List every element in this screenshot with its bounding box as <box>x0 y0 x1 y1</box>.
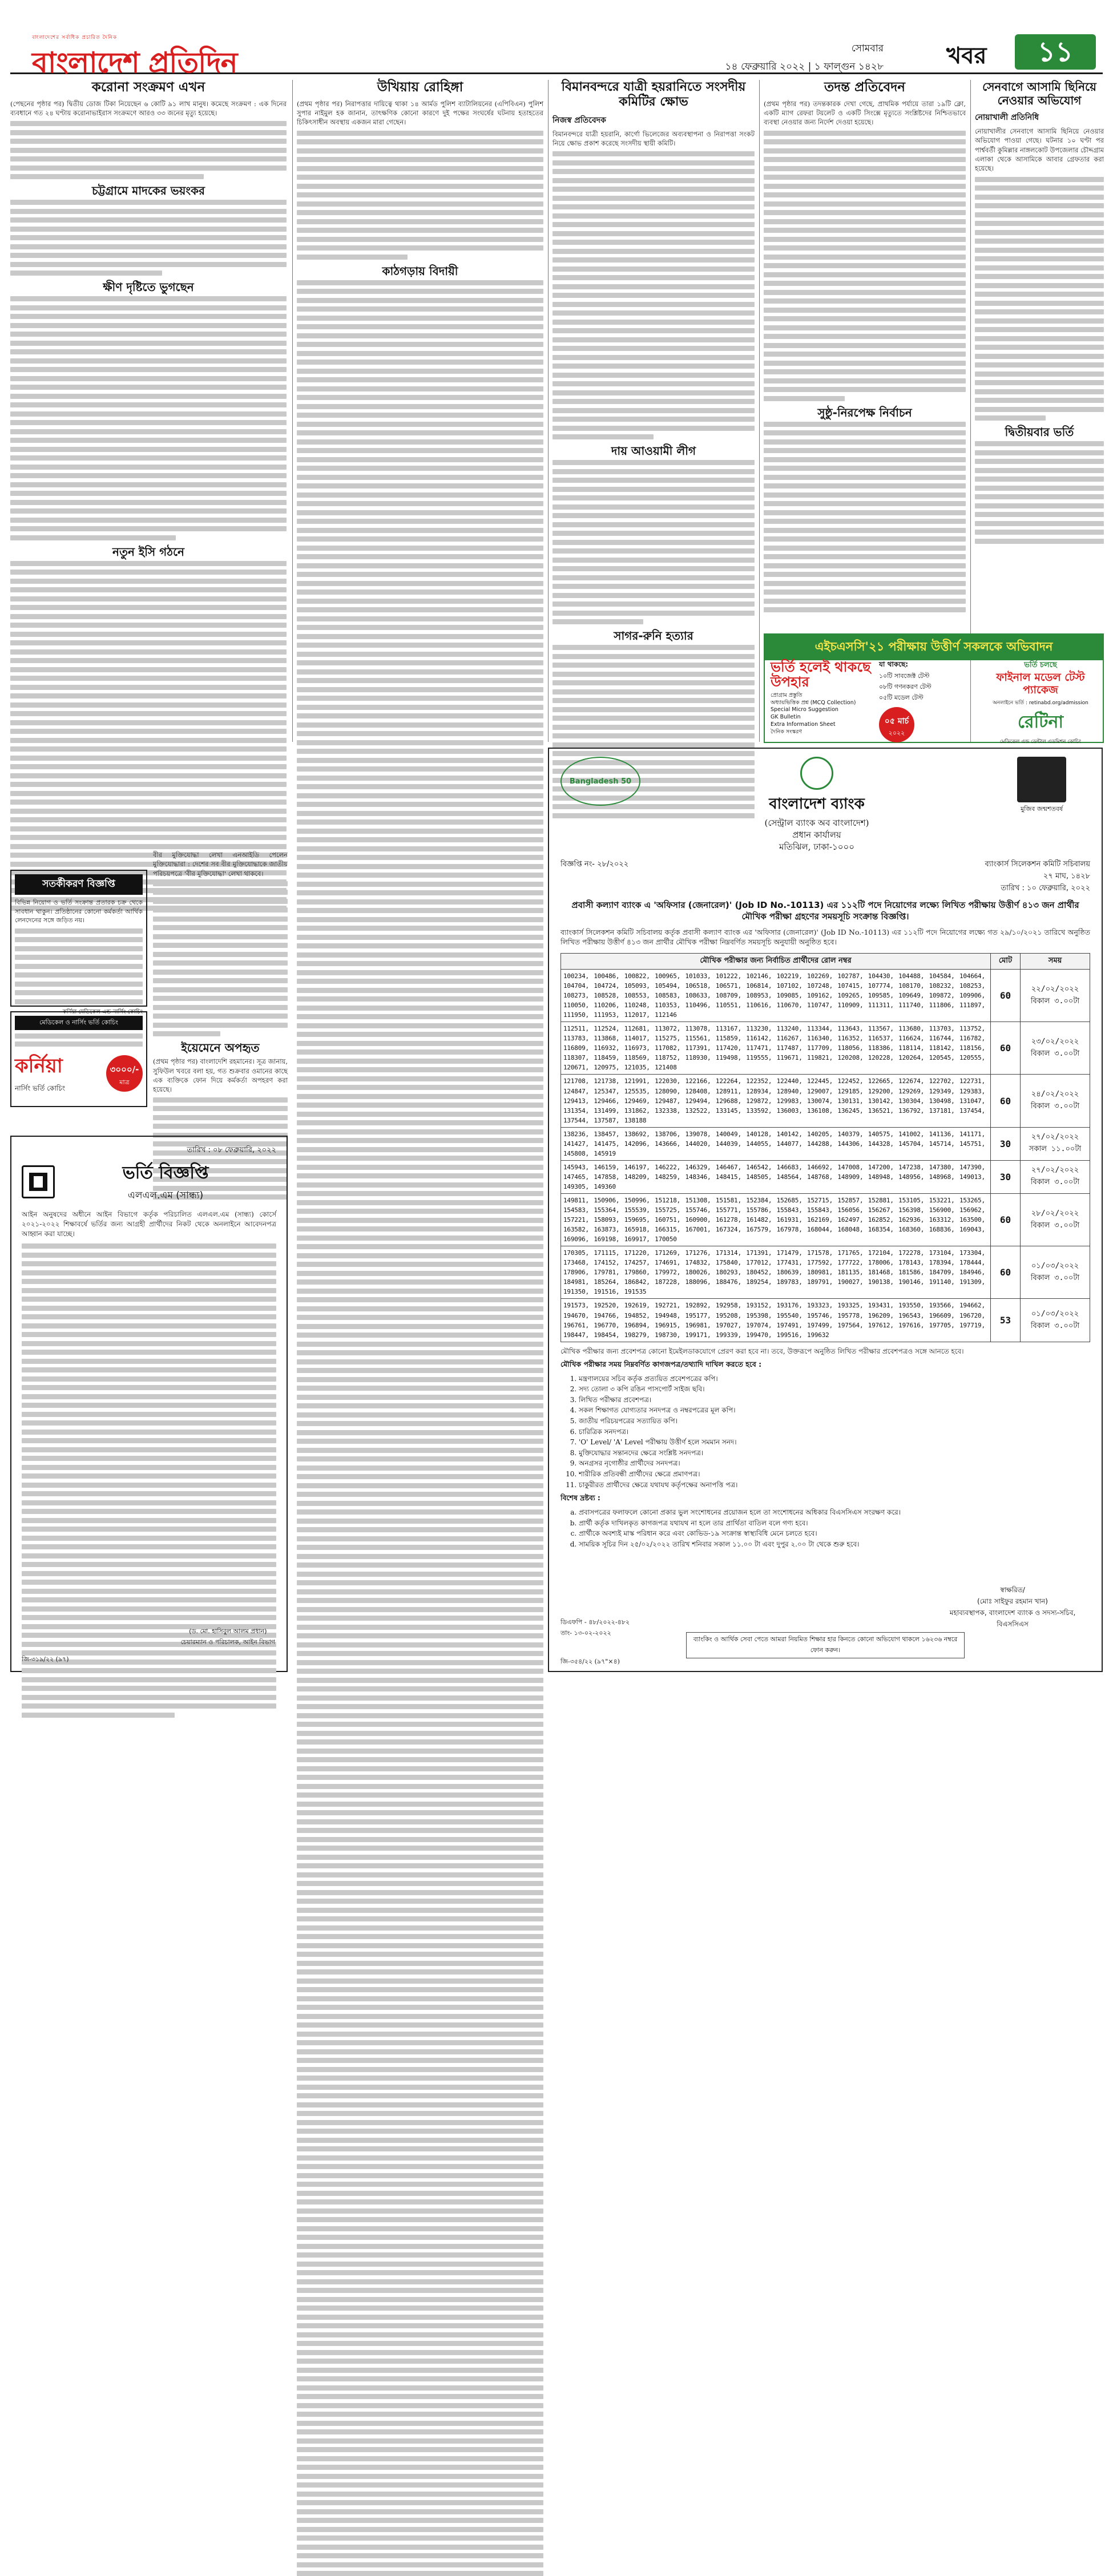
page-number: ১১ <box>1015 34 1096 70</box>
ad-signature <box>181 1626 275 1648</box>
ad-brand: রেটিনা <box>1017 712 1064 732</box>
interview-hour: বিকাল ৩.০০টা <box>1030 996 1080 1006</box>
special-title: বিশেষ দ্রষ্টব্য : <box>560 1493 600 1503</box>
hsc-retina-ad[interactable] <box>764 633 1104 743</box>
feature-item: প্রোগ্রাম প্রস্তুতি <box>771 692 803 698</box>
roll-total: 30 <box>991 1160 1021 1193</box>
subhead: দায় আওয়ামী লীগ <box>611 444 696 458</box>
column-rule <box>548 80 549 742</box>
roll-numbers: 112511, 112524, 112681, 113072, 113078, 113167, 113230, 113240, 113344, 113643, 113567, 113680, 113703, 113752, 113783, 113868, 114017, 115275, 115561, 115859, 116142, 116267, 116340, 116352, 116537, 116624, 116744, 116782, 116809, 116932, 116973, 117082, 117391, 117420, 117471, 117487, 117709, 118056, 118386, 118114, 118142, 118156, 118307, 118459, 118569, 118752, 118930, 119498, 119555, 119671, 119821, 120208, 120228, 120264, 120545, 120555, 120671, 120975, 121035, 121408 <box>561 1022 991 1075</box>
feature-item: GK Bulletin <box>771 714 801 721</box>
interview-date: ২৩/০২/২০২২ <box>1031 1037 1079 1046</box>
roll-total: 60 <box>991 1075 1021 1127</box>
feature-item: Special Micro Suggestion <box>771 706 838 713</box>
roll-table <box>560 953 1090 1342</box>
interview-time <box>1021 970 1090 1022</box>
subhead: সাগর-রুনি হত্যার <box>614 629 693 643</box>
test-title: ফাইনাল মডেল টেস্ট প্যাকেজ <box>996 671 1085 696</box>
roll-total: 60 <box>991 1022 1021 1075</box>
article-body <box>297 280 543 2576</box>
mujib-tagline: মুজিব জন্মশতবর্ষ <box>1021 805 1063 813</box>
roll-numbers: 170305, 171115, 171220, 171269, 171276, 171314, 171391, 171479, 171578, 171765, 172104, 172278, 173104, 173304, 173468, 174152, 174257, 174691, 174832, 175840, 177012, 177431, 177592, 177722, 178006, 178143, 178394, 178444, 178906, 179781, 179860, 179972, 180026, 180293, 180452, 180639, 180981, 181135, 181468, 181586, 184709, 184946, 184981, 185264, 186842, 187228, 188096, 188476, 189254, 189783, 189791, 190027, 190138, 190146, 191140, 191309, 191350, 191516, 191535 <box>561 1246 991 1299</box>
dateline <box>632 41 884 75</box>
ad-body <box>15 928 143 1004</box>
article-probe <box>764 80 966 628</box>
bank-seal-icon <box>800 757 833 790</box>
signatory-role: চেয়ারম্যান ও পরিচালক, আইন বিভাগ <box>180 1638 275 1646</box>
date: ১০ ফেব্রুয়ারি, ২০২২ <box>1027 884 1090 893</box>
interview-time <box>1021 1160 1090 1193</box>
ad-text: বিভিন্ন নিয়োগ ও ভর্তি সংক্রান্ত প্রতারক চক্র থেকে সাবধান থাকুন। প্রতিষ্ঠানের কোনো কর্মকর্তা আর্থিক লেনদেনের সঙ্গে জড়িত নয়। <box>15 899 143 924</box>
interview-time <box>1021 1246 1090 1299</box>
list-item: c. প্রার্থীকে অবশ্যই মাস্ক পরিধান করে এবং কোভিড-১৯ সংক্রান্ত স্বাস্থ্যবিধি মেনে চলতে হবে। <box>579 1528 1090 1539</box>
article-lead: (প্রথম পৃষ্ঠার পর) নিরাপত্তার দায়িত্বে থাকা ১৪ আর্মড পুলিশ ব্যাটালিয়নের (এপিবিএন) পুলিশ সুপার নাইমুল হক জানান, তাৎক্ষণিক কোনো কারণে দুই পক্ষের সংঘর্ষের ঘটনায় হতাহতের চিকিৎসাধীন অবস্থায় একজন মারা গেছেন। <box>297 99 543 127</box>
include-item: ০৮টি গণনকরণ টেস্ট <box>879 683 931 691</box>
article-body <box>764 131 966 401</box>
article-body <box>10 200 287 276</box>
interview-time <box>1021 1075 1090 1127</box>
list-item: 10. শারীরিক প্রতিবন্ধী প্রার্থীদের ক্ষেত্রে প্রমাণপত্র। <box>579 1469 1090 1480</box>
article-body <box>297 131 543 260</box>
article-body <box>975 441 1104 544</box>
article-body <box>153 881 288 1037</box>
list-item: b. প্রার্থী কর্তৃক দাখিলকৃত কাগজপত্র যথাযথ না হলে তার প্রার্থিতা বাতিল বলে গণ্য হবে। <box>579 1518 1090 1529</box>
special-list <box>560 1507 1090 1549</box>
article-lead: বিমানবন্দরে যাত্রী হয়রানি, কার্গো ভিলেজের অব্যবস্থাপনা ও নিরাপত্তা সংকট নিয়ে ক্ষোভ প্রকাশ করেছে সংসদীয় স্থায়ী কমিটি। <box>553 130 755 148</box>
include-item: ১০টি সাবজেক্ট টেস্ট <box>879 672 930 680</box>
ad-brand: কর্নিয়া <box>15 1055 63 1077</box>
interview-time <box>1021 1022 1090 1075</box>
feature-item: Extra Information Sheet <box>771 721 836 728</box>
table-row <box>561 1193 1090 1246</box>
date-small: তাং- ১৩-০২-২০২২ <box>560 1629 611 1637</box>
signatory: (মোঃ সাইফুর রহমান খান) <box>977 1597 1048 1605</box>
byline: নোয়াখালী প্রতিনিধি <box>975 113 1039 122</box>
list-item: 8. মুক্তিযোদ্ধার সন্তানদের ক্ষেত্রে সংশ্লিষ্ট সনদপত্র। <box>579 1448 1090 1459</box>
article-freedom-fighter <box>153 850 288 1136</box>
interview-hour: বিকাল ৩.০০টা <box>1030 1049 1080 1058</box>
interview-hour: সকাল ১১.০০টা <box>1029 1145 1082 1154</box>
list-item: 11. চাকুরীরত প্রার্থীদের ক্ষেত্রে যথাযথ কর্তৃপক্ষের অনাপত্তি পত্র। <box>579 1480 1090 1491</box>
subhead: ক্ষীণ দৃষ্টিতে ভুগছেন <box>103 280 194 294</box>
article-lead: (পেছনের পৃষ্ঠার পর) দ্বিতীয় ডোজ টিকা নিয়েছেন ৬ কোটি ৯১ লাখ মানুষ। কমেছে সংক্রমণ : এক দিনের ব্যবধানে গত ২৪ ঘণ্টায় করোনাভাইরাস সংক্রমণে আরও ৩৩ জনের মৃত্যু হয়েছে। <box>10 99 287 117</box>
notice-footer: ব্যাংকিং ও আর্থিক সেবা পেতে আমরা নিয়মিত শিক্ষার হার কিনতে কোনো অভিযোগ থাকলে ১৬২৩৬ নম্বরে ফোন করুন। <box>686 1632 965 1658</box>
headline: সেনবাগে আসামি ছিনিয়ে নেওয়ার অভিযোগ <box>982 80 1096 107</box>
interview-date: ২৭/০২/২০২২ <box>1031 1133 1079 1142</box>
table-row <box>561 1299 1090 1342</box>
list-item: 2. সদ্য তোলা ৩ কপি রঙিন পাসপোর্ট সাইজ ছবি। <box>579 1384 1090 1395</box>
article-ukhiya <box>297 80 543 1672</box>
table-row <box>561 1127 1090 1160</box>
subhead: সুষ্ঠু-নিরপেক্ষ নির্বাচন <box>817 405 912 419</box>
table-row <box>561 1022 1090 1075</box>
list-item: 3. লিখিত পরীক্ষার প্রবেশপত্র। <box>579 1395 1090 1406</box>
list-item: a. প্রবাসপত্রের ফলাফলে কোনো প্রকার ভুল সংশোধনের প্রয়োজন হলে তা সংশোধনের অধিকার বিএসসিএস সংরক্ষণ করে। <box>579 1507 1090 1518</box>
byline: নিজস্ব প্রতিবেদক <box>553 115 606 125</box>
article-body <box>553 151 755 439</box>
roll-total: 53 <box>991 1299 1021 1342</box>
interview-hour: বিকাল ৩.০০টা <box>1030 1273 1080 1282</box>
bangladesh-bank-notice[interactable] <box>548 748 1103 1672</box>
start-year: ২০২২ <box>888 729 905 737</box>
subhead: ইয়েমেনে অপহৃত <box>181 1041 260 1055</box>
notice-subject: প্রবাসী কল্যাণ ব্যাংক এ 'অফিসার (জেনারেল)' (Job ID No.-10113) এর ১১২টি পদে নিয়োগের লক্ষ্যে লিখিত পরীক্ষায় উত্তীর্ণ ৪১৩ জন প্রার্থীর মৌখিক পরীক্ষা গ্রহণের সময়সূচি সংক্রান্ত বিজ্ঞপ্তি। <box>571 900 1079 922</box>
ad-body <box>15 1033 143 1047</box>
article-senbag <box>975 80 1104 651</box>
logo-text: বাংলাদেশ প্রতিদিন <box>32 46 237 79</box>
ad-subtitle: এলএল.এম (সান্ধ্য) <box>127 1190 204 1201</box>
anniversary-text: Bangladesh 50 <box>569 777 632 786</box>
interview-date: ২৭/০২/২০২২ <box>1031 1166 1079 1175</box>
dateline-date: ১৪ ফেব্রুয়ারি ২০২২ | ১ ফাল্গুন ১৪২৮ <box>725 61 884 72</box>
article-body <box>10 296 287 540</box>
price-tag: মাত্র <box>119 1078 130 1086</box>
article-body <box>975 177 1104 421</box>
list-item: 5. জাতীয় পরিচয়পত্রের সত্যায়িত কপি। <box>579 1416 1090 1427</box>
headline: করোনা সংক্রমণ এখন <box>91 80 205 95</box>
headline: উখিয়ায় রোহিঙ্গা <box>377 80 463 95</box>
roll-numbers: 138236, 138457, 138692, 138706, 139078, 140049, 140128, 140142, 140205, 140379, 140575, 141002, 141136, 141171, 141427, 141475, 142096, 143666, 144020, 144039, 144055, 144077, 144288, 144306, 144328, 145704, 145714, 145751, 145808, 145919 <box>561 1127 991 1160</box>
date-bn: ২৭ মাঘ, ১৪২৮ <box>1043 872 1090 881</box>
signatory: (ড. মো. হাসিবুল আলম প্রধান) <box>189 1628 267 1635</box>
column-rule <box>292 80 293 742</box>
section-name: খবর <box>946 43 987 69</box>
table-row <box>561 1160 1090 1193</box>
list-item: 1. মন্ত্রণালয়ের সচিব কর্তৃক প্রত্যয়িত প্রবেশপত্রের কপি। <box>579 1374 1090 1384</box>
roll-numbers: 121708, 121738, 121991, 122030, 122166, 122264, 122352, 122440, 122445, 122452, 122665, 122674, 122702, 122731, 124847, 125347, 125535, 128090, 128408, 128911, 128934, 128940, 129007, 129185, 129200, 129269, 129349, 129383, 129413, 129466, 129469, 129487, 129494, 129688, 129872, 129983, 130074, 130131, 130142, 130304, 130498, 131047, 131354, 131499, 131862, 132338, 132522, 133145, 133592, 136003, 136108, 136245, 136521, 136792, 137181, 137454, 137544, 137587, 138188 <box>561 1075 991 1127</box>
article-airport <box>553 80 755 742</box>
office: প্রধান কার্যালয় <box>792 830 841 840</box>
list-item: 4. সকল শিক্ষাগত যোগ্যতার সনদপত্র ও নম্বরপত্রের মূল কপি। <box>579 1405 1090 1416</box>
signatory-role: মহাব্যবস্থাপক, বাংলাদেশ ব্যাংক ও সদস্য-সচিব, বিএসসিএস <box>949 1609 1076 1628</box>
table-row <box>561 970 1090 1022</box>
include-item: ০৫টি মডেল টেস্ট <box>879 694 924 701</box>
interview-hour: বিকাল ৩.০০টা <box>1030 1321 1080 1330</box>
col-header-rolls: মৌখিক পরীক্ষার জন্য নির্বাচিত প্রার্থীদের রোল নম্বর <box>561 954 991 970</box>
masthead <box>10 7 1103 79</box>
roll-total: 30 <box>991 1127 1021 1160</box>
ad-line: মেডিকেল ও নার্সিং ভর্তি কোচিং <box>15 1016 143 1030</box>
interview-date: ০১/০৩/২০২২ <box>1031 1309 1079 1318</box>
feature-item: দৈনিক সংস্করণ <box>771 728 803 735</box>
ad-offer: ভর্তি হলেই থাকছে উপহার <box>771 659 871 691</box>
list-item: 6. চারিত্রিক সনদপত্র। <box>579 1427 1090 1438</box>
logo-tagline: বাংলাদেশের সর্বাধিক প্রচারিত দৈনিক <box>32 35 118 41</box>
table-row <box>561 1075 1090 1127</box>
dfp: ডিএফপি - ৪৮/২০২২-৪৮২ <box>560 1618 630 1626</box>
col-header-total: মোট <box>991 954 1021 970</box>
subhead: দ্বিতীয়বার ভর্তি <box>1005 425 1074 439</box>
notice-signature <box>938 1585 1087 1631</box>
interview-date: ২৪/০২/২০২২ <box>1031 1090 1079 1099</box>
ad-footer: কর্নিয়া মেডিকেল এন্ড নার্সিং কোচিং <box>62 1008 143 1015</box>
roll-table-body <box>561 970 1090 1342</box>
anniversary-logo-icon <box>560 757 640 806</box>
list-item: d. সাময়িক সূচির দিন ২৫/০২/২০২২ তারিখ শনিবার সকাল ১১.০০ টা এবং দুপুর ২.০০ টা থেকে শুরু হবে। <box>579 1539 1090 1550</box>
interview-date: ২২/০২/২০২২ <box>1031 984 1079 994</box>
notice-code: জি-৩৫৪/২২ (৯৭"×৪) <box>560 1658 620 1665</box>
interview-date: ০১/০৩/২০২২ <box>1031 1261 1079 1270</box>
ad-subtitle: নার্সিং ভর্তি কোচিং <box>15 1084 65 1092</box>
article-body <box>553 460 755 624</box>
feature-list <box>771 692 873 736</box>
roll-numbers: 191573, 192520, 192619, 192721, 192892, 192958, 193152, 193176, 193323, 193325, 193431, 193550, 193566, 194662, 194670, 194766, 194852, 194948, 195177, 195208, 195398, 195540, 195746, 195778, 196209, 196543, 196609, 196720, 196761, 196770, 196894, 196915, 196981, 197027, 197074, 197491, 197499, 197564, 197612, 197616, 197705, 197719, 198447, 198454, 198279, 198730, 199171, 199339, 199470, 199516, 199632 <box>561 1299 991 1342</box>
subhead: কাঠগড়ায় বিদায়ী <box>382 264 458 278</box>
list-item: 9. অনগ্রসর নৃগোষ্ঠীর প্রার্থীদের সনদপত্র। <box>579 1458 1090 1469</box>
interview-time <box>1021 1127 1090 1160</box>
interview-hour: বিকাল ৩.০০টা <box>1030 1221 1080 1230</box>
price-badge <box>106 1055 143 1092</box>
price: ৩০০০/- <box>110 1064 139 1075</box>
article-lead: বীর মুক্তিযোদ্ধা লেখা এনআইডি পেলেন মুক্তিযোদ্ধারা : দেশের সব বীর মুক্তিযোদ্ধাকে জাতীয় পরিচয়পত্রে 'বীর মুক্তিযোদ্ধা' লেখা থাকবে। <box>153 851 288 878</box>
headline: তদন্ত প্রতিবেদন <box>824 80 906 95</box>
roll-numbers: 100234, 100486, 100822, 100965, 101033, 101222, 102146, 102219, 102269, 102787, 104430, 104488, 104584, 104664, 104704, 104724, 105093, 105494, 106518, 106571, 106814, 107102, 107248, 107415, 107774, 108170, 108232, 108253, 108273, 108528, 108553, 108583, 108633, 108709, 108953, 109085, 109162, 109265, 109585, 109649, 109872, 109906, 110050, 110206, 110248, 110353, 110496, 110551, 110616, 110670, 110747, 110909, 111311, 111740, 111806, 111897, 111950, 111953, 112017, 112146 <box>561 970 991 1022</box>
subhead: চট্টগ্রামে মাদকের ভয়ংকর <box>92 184 205 198</box>
ad-title: ভর্তি বিজ্ঞপ্তি <box>122 1163 209 1183</box>
interview-time <box>1021 1299 1090 1342</box>
warning-notice-ad[interactable] <box>10 870 147 1015</box>
article-lead: (প্রথম পৃষ্ঠার পর) বাংলাদেশি রহমানের। সূত্র জানায়, সুফিউল খবরে বলা হয়, গত শুক্রবার ওমানের কাছে এক ব্যক্তিকে ফোন দিয়ে কর্মকর্তা অপহরণ করা হয়েছে। <box>153 1057 288 1094</box>
start-date: ০৫ মার্চ <box>884 717 909 726</box>
subhead: নতুন ইসি গঠনে <box>112 544 184 559</box>
article-body <box>764 422 966 613</box>
address: মতিঝিল, ঢাকা-১০০০ <box>779 842 854 852</box>
docs-list <box>560 1374 1090 1491</box>
interview-date: ২৮/০২/২০২২ <box>1031 1209 1079 1218</box>
ad-intro: আইন অনুষদের অধীনে আইন বিভাগে কর্তৃক পরিচালিত এলএল.এম (সান্ধ্য) কোর্সে ২০২১-২০২২ শিক্ষাবর্ষে ভর্তির জন্য আগ্রহী প্রার্থীদের নিকট থেকে অনলাইনে আবেদনপত্র আহ্বান করা যাচ্ছে। <box>22 1210 276 1238</box>
bank-name: বাংলাদেশ ব্যাংক <box>769 796 865 813</box>
kornia-ad[interactable] <box>10 1011 147 1107</box>
col-header-time: সময় <box>1021 954 1090 970</box>
article-corona <box>10 80 287 862</box>
dateline-day: সোমবার <box>851 43 884 54</box>
interview-hour: বিকাল ৩.০০টা <box>1030 1178 1080 1187</box>
ad-brand-sub: মেডিকেল এন্ড ডেন্টাল এডমিশন কোচিং <box>999 738 1082 745</box>
admission-notice-ad[interactable] <box>10 1136 288 1672</box>
notice-note: মৌখিক পরীক্ষার জন্য প্রবেশপত্র কোনো ইমেইলডাকযোগে প্রেরণ করা হবে না। তবে, উক্তরূপে অনুষ্ঠিত লিখিত পরীক্ষার প্রবেশপত্রও সঙ্গে আনতে হবে। <box>560 1347 964 1355</box>
ad-title: সতর্কীকরণ বিজ্ঞপ্তি <box>15 874 143 895</box>
ad-date: তারিখ : ০৮ ফেব্রুয়ারি, ২০২২ <box>187 1146 276 1154</box>
article-body <box>10 121 287 179</box>
roll-numbers: 149811, 150906, 150996, 151218, 151308, 151581, 152384, 152685, 152715, 152857, 152881, 153105, 153221, 153265, 154583, 155364, 155539, 155725, 155746, 155771, 155786, 155843, 155843, 156056, 156267, 156398, 156900, 156962, 157221, 158093, 159695, 160751, 160900, 161278, 161482, 161931, 162169, 162497, 162852, 162936, 163312, 163500, 163582, 163873, 165918, 166315, 167001, 167324, 167579, 167978, 168044, 168048, 168354, 168360, 168836, 169043, 169096, 169198, 169917, 170050 <box>561 1193 991 1246</box>
notice-intro: ব্যাংকার্স সিলেকশন কমিটি সচিবালয় কর্তৃক প্রবাসী কল্যাণ ব্যাংক এর 'অফিসার (জেনারেল)' (Job ID No.-10113) এর ১১২টি পদে নিয়োগের লক্ষ্যে গত ২৯/১০/২০২১ তারিখে অনুষ্ঠিত লিখিত পরীক্ষায় উত্তীর্ণ ৪১৩ জন প্রার্থীর মৌখিক পরীক্ষা নিম্নবর্ণিত সময়সূচি অনুযায়ী অনুষ্ঠিত হবে। <box>560 927 1090 947</box>
headline: বিমানবন্দরে যাত্রী হয়রানিতে সংসদীয় কমিটির ক্ষোভ <box>561 80 746 110</box>
interview-hour: বিকাল ৩.০০টা <box>1030 1102 1080 1111</box>
ad-code: জি-৩১৯/২২ (৯৭) <box>22 1656 69 1663</box>
interview-time <box>1021 1193 1090 1246</box>
includes-title: যা থাকছে: <box>879 660 909 668</box>
article-lead: নোয়াখালীর সেনবাগে আসামি ছিনিয়ে নেওয়ার অভিযোগ পাওয়া গেছে। ঘটনার ১০ ঘণ্টা পর পার্শ্ববর্তী কুমিল্লার নাঙ্গলকোট উপজেলার চৌদ্দগ্রাম এলাকা থেকে আসামিকে আবার গ্রেফতার করা হয়েছে। <box>975 127 1104 173</box>
notice-dfp <box>560 1617 630 1639</box>
committee: ব্যাংকার্স সিলেকশন কমিটি সচিবালয় <box>985 860 1090 869</box>
ad-site[interactable]: অনলাইনে ভর্তি : retinabd.org/admission <box>993 700 1088 706</box>
roll-numbers: 145943, 146159, 146197, 146222, 146329, 146467, 146542, 146683, 146692, 147008, 147200, 147238, 147380, 147390, 147465, 147858, 148209, 148259, 148346, 148415, 148505, 148564, 148768, 148909, 148948, 148956, 148968, 149013, 149305, 149360 <box>561 1160 991 1193</box>
roll-total: 60 <box>991 1246 1021 1299</box>
column-rule <box>759 80 760 742</box>
ad-headline: এইচএসসি'২১ পরীক্ষায় উত্তীর্ণ সকলকে অভিবাদন <box>765 635 1103 660</box>
notice-ref: বিজ্ঞপ্তি নং- ২৮/২০২২ <box>560 860 629 869</box>
portrait-icon <box>1017 757 1066 802</box>
roll-total: 60 <box>991 1193 1021 1246</box>
table-row <box>561 1246 1090 1299</box>
start-date-badge <box>879 707 914 742</box>
article-lead: (প্রথম পৃষ্ঠার পর) তদন্তকারক দেখা গেছে, প্রাথমিক পর্যায়ে তারা ১৯টি ক্লো, একটি ম্যাগ রেফরা টয়লেট ও একটি সিংক্সে মৃত্যুতে সংশ্লিষ্টদের নিশ্চিতভাবে ব্যবস্থা নেওয়ার জন্য নির্দেশ দেওয়া হয়েছে। <box>764 99 966 127</box>
date-label: তারিখ : <box>1001 884 1025 893</box>
feature-item: অধ্যায়ভিত্তিক প্রশ্ন (MCQ Collection) <box>771 699 856 706</box>
roll-total: 60 <box>991 970 1021 1022</box>
docs-title: মৌখিক পরীক্ষার সময় নিম্নবর্ণিত কাগজপত্র/তথ্যাদি দাখিল করতে হবে : <box>560 1359 762 1368</box>
list-item: 7. 'O' Level/ 'A' Level পরীক্ষায় উত্তীর্ণ হলে সমমান সনদ। <box>579 1437 1090 1448</box>
sign-label: স্বাক্ষরিত/ <box>1000 1586 1025 1594</box>
bank-name-en: (সেন্ট্রাল ব্যাংক অব বাংলাদেশ) <box>764 818 869 828</box>
ad-offer-2: ভর্তি চলছে <box>1024 661 1057 669</box>
university-logo-icon <box>22 1165 55 1198</box>
